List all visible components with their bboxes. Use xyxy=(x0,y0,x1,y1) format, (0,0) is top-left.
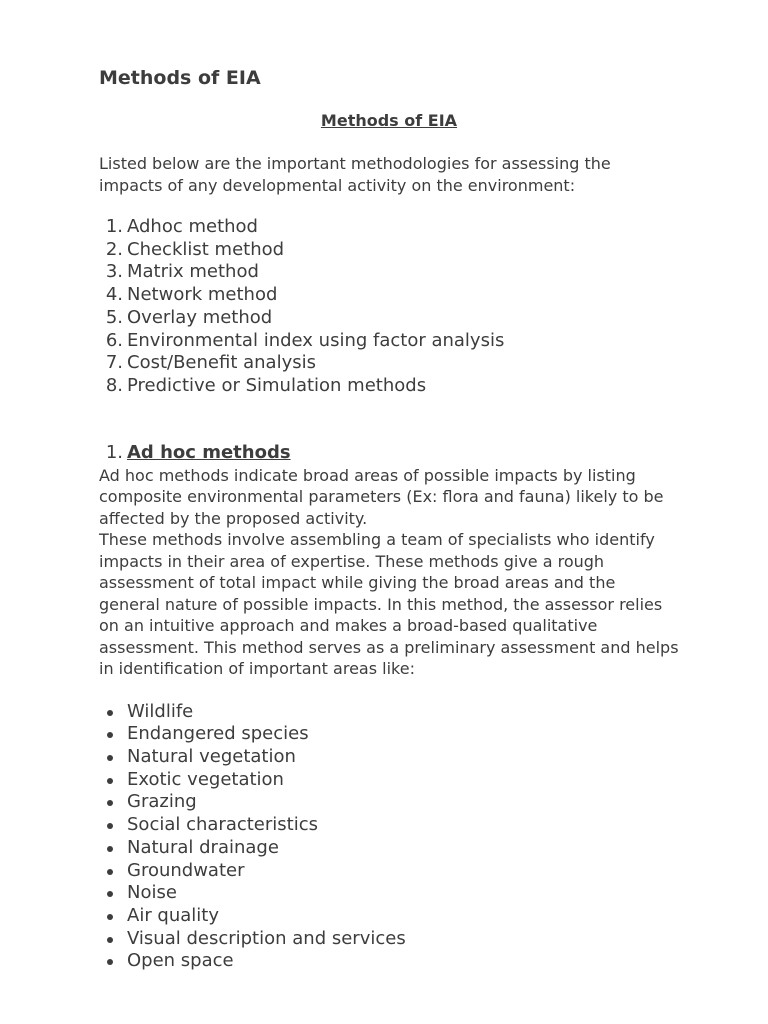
center-heading: Methods of EIA xyxy=(320,111,458,130)
section-title: Ad hoc methods xyxy=(127,441,291,463)
intro-paragraph: Listed below are the important methodologies for assessing the impacts of any developmental activity on the environment: xyxy=(99,154,611,195)
bullet-icon xyxy=(107,823,113,829)
area-label: Groundwater xyxy=(127,859,245,881)
bullet-icon xyxy=(107,959,113,965)
bullet-icon xyxy=(107,869,113,875)
list-number: 1. xyxy=(105,216,123,237)
list-item xyxy=(99,905,679,928)
areas-list xyxy=(99,701,679,973)
bullet-icon xyxy=(107,891,113,897)
document-title: Methods of EIA xyxy=(99,67,261,89)
list-item xyxy=(99,216,679,239)
bullet-icon xyxy=(107,778,113,784)
area-label: Visual description and services xyxy=(127,927,406,949)
method-label: Overlay method xyxy=(127,306,273,328)
list-number: 6. xyxy=(105,329,123,351)
bullet-icon xyxy=(107,732,113,738)
method-label: Predictive or Simulation methods xyxy=(127,374,427,396)
list-item xyxy=(99,860,679,883)
list-number: 3. xyxy=(105,261,123,283)
list-item xyxy=(99,746,679,769)
list-number: 7. xyxy=(105,352,123,374)
section-number: 1. xyxy=(105,441,123,463)
list-item xyxy=(99,791,679,814)
list-item xyxy=(99,837,679,860)
list-item xyxy=(99,239,679,262)
area-label: Air quality xyxy=(127,904,220,926)
area-label: Exotic vegetation xyxy=(127,768,284,790)
method-label: Environmental index using factor analysis xyxy=(127,329,505,351)
list-item xyxy=(99,330,679,353)
list-item xyxy=(99,284,679,307)
list-item xyxy=(99,723,679,746)
method-label: Matrix method xyxy=(127,261,259,283)
list-item xyxy=(99,882,679,905)
document-page xyxy=(99,64,679,973)
list-item xyxy=(99,814,679,837)
method-label: Cost/Benefit analysis xyxy=(127,352,316,374)
list-item xyxy=(99,261,679,284)
bullet-icon xyxy=(107,914,113,920)
list-item xyxy=(99,950,679,973)
area-label: Natural vegetation xyxy=(127,746,296,768)
area-label: Open space xyxy=(127,950,234,972)
bullet-icon xyxy=(107,800,113,806)
list-item xyxy=(99,769,679,792)
list-item xyxy=(99,701,679,724)
list-number: 5. xyxy=(105,306,123,328)
list-item xyxy=(99,375,679,398)
list-item xyxy=(99,352,679,375)
area-label: Social characteristics xyxy=(127,814,318,836)
section-paragraph-2: These methods involve assembling a team of specialists who identify impacts in their area of expertise. These methods give a rough assessment of total impact while giving the broad areas and the general nature of possible impacts. In this method, the assessor relies on an intuitive approach and makes a broad-based qualitative assessment. This method serves as a preliminary assessment and helps in identification of important areas like: xyxy=(99,530,679,679)
list-number: 8. xyxy=(105,374,123,396)
area-label: Natural drainage xyxy=(127,836,279,858)
bullet-icon xyxy=(107,937,113,943)
section-paragraph-1: Ad hoc methods indicate broad areas of possible impacts by listing composite environmental parameters (Ex: flora and fauna) likely to be affected by the proposed activity. xyxy=(99,465,664,528)
method-label: Checklist method xyxy=(127,238,285,260)
method-label: Adhoc method xyxy=(127,216,258,237)
area-label: Endangered species xyxy=(127,723,309,745)
area-label: Grazing xyxy=(127,791,197,813)
bullet-icon xyxy=(107,846,113,852)
area-label: Wildlife xyxy=(127,700,194,722)
bullet-icon xyxy=(107,710,113,716)
methods-list xyxy=(99,216,679,398)
bullet-icon xyxy=(107,755,113,761)
list-number: 2. xyxy=(105,238,123,260)
list-item xyxy=(99,307,679,330)
list-item xyxy=(99,928,679,951)
list-number: 4. xyxy=(105,284,123,306)
area-label: Noise xyxy=(127,882,177,904)
section-heading xyxy=(99,441,679,465)
method-label: Network method xyxy=(127,284,278,306)
